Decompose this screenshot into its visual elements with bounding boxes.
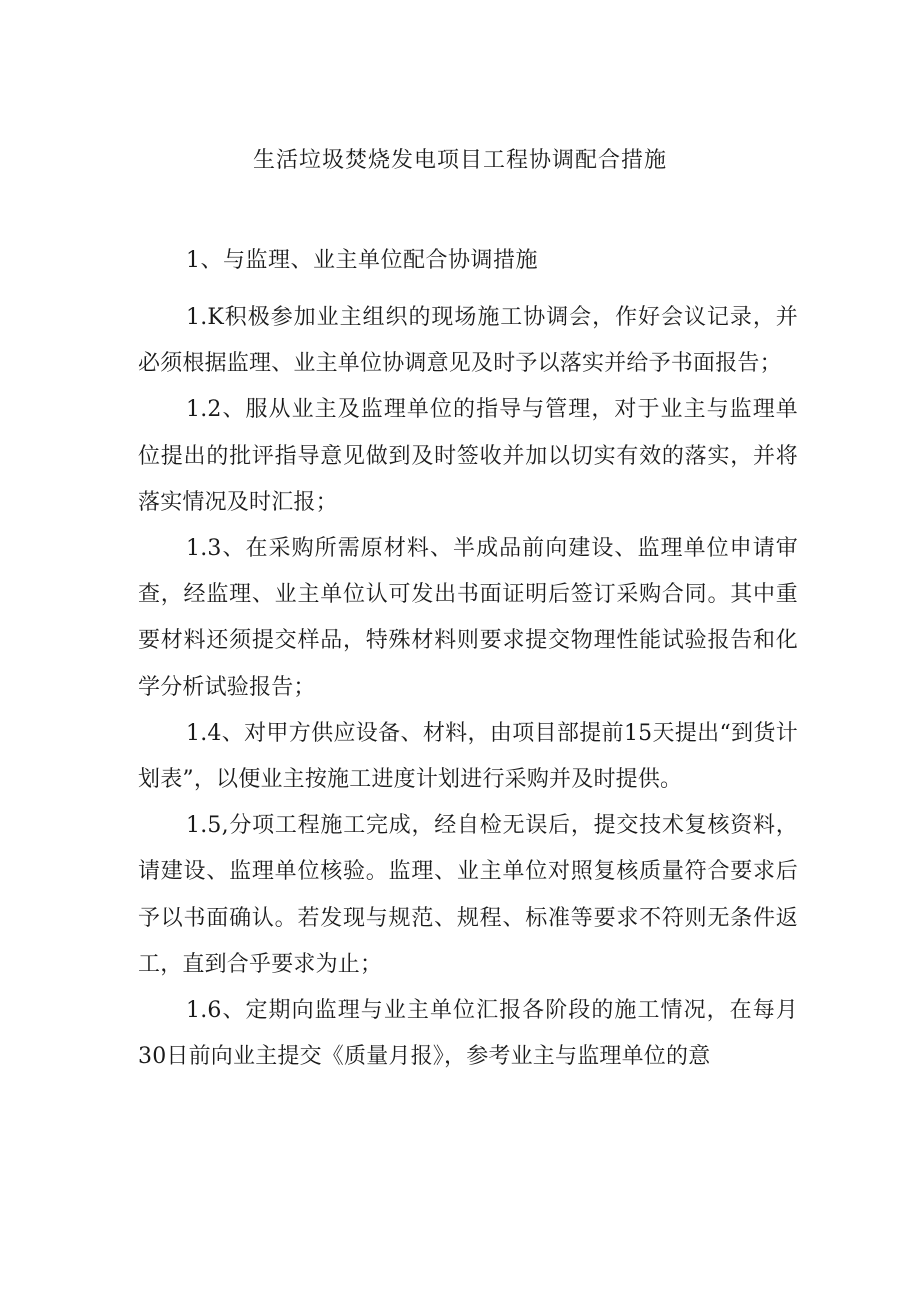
document-body bbox=[138, 295, 798, 1080]
paragraph-1-1: 1.K积极参加业主组织的现场施工协调会，作好会议记录，并必须根据监理、业主单位协调意见及时予以落实并给予书面报告； bbox=[138, 305, 798, 377]
section-heading: 1、与监理、业主单位配合协调措施 bbox=[186, 248, 538, 273]
paragraph-1-6: 1.6、定期向监理与业主单位汇报各阶段的施工情况，在每月30日前向业主提交《质量月报》，参考业主与监理单位的意 bbox=[138, 998, 798, 1070]
paragraph-1-5: 1.5,分项工程施工完成，经自检无误后，提交技术复核资料，请建设、监理单位核验。监理、业主单位对照复核质量符合要求后予以书面确认。若发现与规范、规程、标准等要求不符则无条件返工，直到合乎要求为止； bbox=[138, 813, 798, 977]
paragraph-1-2: 1.2、服从业主及监理单位的指导与管理，对于业主与监理单位提出的批评指导意见做到及时签收并加以切实有效的落实，并将落实情况及时汇报； bbox=[138, 397, 798, 515]
paragraph-1-4: 1.4、对甲方供应设备、材料，由项目部提前15天提出“到货计划表”，以便业主按施工进度计划进行采购并及时提供。 bbox=[138, 720, 798, 793]
document-title: 生活垃圾焚烧发电项目工程协调配合措施 bbox=[252, 148, 667, 173]
paragraph-1-3: 1.3、在采购所需原材料、半成品前向建设、监理单位申请审查，经监理、业主单位认可发出书面证明后签订采购合同。其中重要材料还须提交样品，特殊材料则要求提交物理性能试验报告和化学分析试验报告； bbox=[138, 536, 798, 700]
